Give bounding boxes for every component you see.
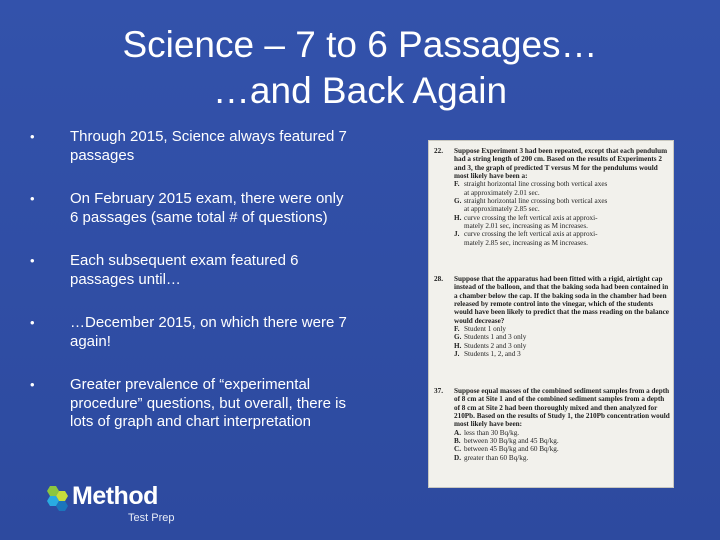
bullet-marker: • [30, 191, 35, 206]
slide-title [0, 22, 720, 114]
bullet-item [30, 190, 350, 227]
answer-option: A. less than 30 Bq/kg. [454, 428, 520, 437]
question-stem: Suppose that the apparatus had been fitted with a rigid, airtight cap instead of the balloon, and that the baking soda had been contained in a chamber below the cap. If the baking soda in the chamber had been released by remote control into the vinegar, which of the students would have been likely to predict that the mass reading on the balance would decrease? [454, 275, 669, 325]
question-stem: Suppose equal masses of the combined sediment samples from a depth of 8 cm at Site 1 and of the combined sediment samples from a depth of 8 cm at Site 2 had been thoroughly mixed and then analyzed for 210Pb. Based on the results of Study 1, the 210Pb concentration would most likely have been: [454, 387, 670, 429]
answer-option: F. straight horizontal line crossing both vertical axes [454, 180, 608, 189]
title-line-1: Science – 7 to 6 Passages… [122, 24, 598, 65]
hexagon-logo-icon [42, 484, 74, 514]
bullet-list [30, 128, 350, 457]
answer-option: G. Students 1 and 3 only [454, 333, 527, 342]
answer-option: B. between 30 Bq/kg and 45 Bq/kg. [454, 437, 559, 446]
method-logo [42, 482, 192, 526]
answer-option-cont: mately 2.85 sec, increasing as M increases. [464, 238, 588, 247]
answer-option: H. curve crossing the left vertical axis at approxi- [454, 213, 598, 222]
answer-option-cont: at approximately 2.01 sec. [464, 188, 540, 197]
bullet-marker: • [30, 129, 35, 144]
bullet-item [30, 252, 350, 289]
bullet-text: Each subsequent exam featured 6 passages until… [70, 252, 299, 288]
answer-option: J. Students 1, 2, and 3 [454, 350, 521, 359]
question-28 [434, 275, 670, 358]
scanned-questions-image [428, 140, 674, 488]
bullet-item [30, 376, 350, 432]
answer-option: F. Student 1 only [454, 325, 506, 334]
bullet-marker: • [30, 253, 35, 268]
title-line-2: …and Back Again [212, 70, 508, 111]
bullet-marker: • [30, 315, 35, 330]
bullet-text: …December 2015, on which there were 7 again! [70, 314, 347, 350]
question-number: 37. [434, 387, 443, 395]
bullet-text: Through 2015, Science always featured 7 passages [70, 128, 347, 164]
answer-option: J. curve crossing the left vertical axis at approxi- [454, 230, 598, 239]
answer-option-cont: mately 2.01 sec, increasing as M increases. [464, 222, 588, 231]
bullet-text: Greater prevalence of “experimental procedure” questions, but overall, there is lots of graph and chart interpretation [70, 376, 346, 430]
question-37 [434, 387, 670, 462]
question-number: 22. [434, 147, 443, 155]
question-22 [434, 147, 670, 247]
question-number: 28. [434, 275, 443, 283]
bullet-item [30, 128, 350, 165]
bullet-item [30, 314, 350, 351]
bullet-marker: • [30, 377, 35, 392]
answer-option-cont: at approximately 2.85 sec. [464, 205, 540, 214]
logo-subtitle: Test Prep [128, 512, 175, 524]
question-stem: Suppose Experiment 3 had been repeated, except that each pendulum had a string length of 200 cm. Based on the results of Experiments 2 and 3, the graph of predicted T versus M for the pendulums would most likely have been a: [454, 147, 668, 181]
answer-option: H. Students 2 and 3 only [454, 341, 527, 350]
answer-option: D. greater than 60 Bq/kg. [454, 453, 529, 462]
logo-wordmark: Method [72, 482, 158, 510]
bullet-text: On February 2015 exam, there were only 6 passages (same total # of questions) [70, 190, 344, 226]
answer-option: G. straight horizontal line crossing both vertical axes [454, 197, 608, 206]
answer-option: C. between 45 Bq/kg and 60 Bq/kg. [454, 445, 559, 454]
